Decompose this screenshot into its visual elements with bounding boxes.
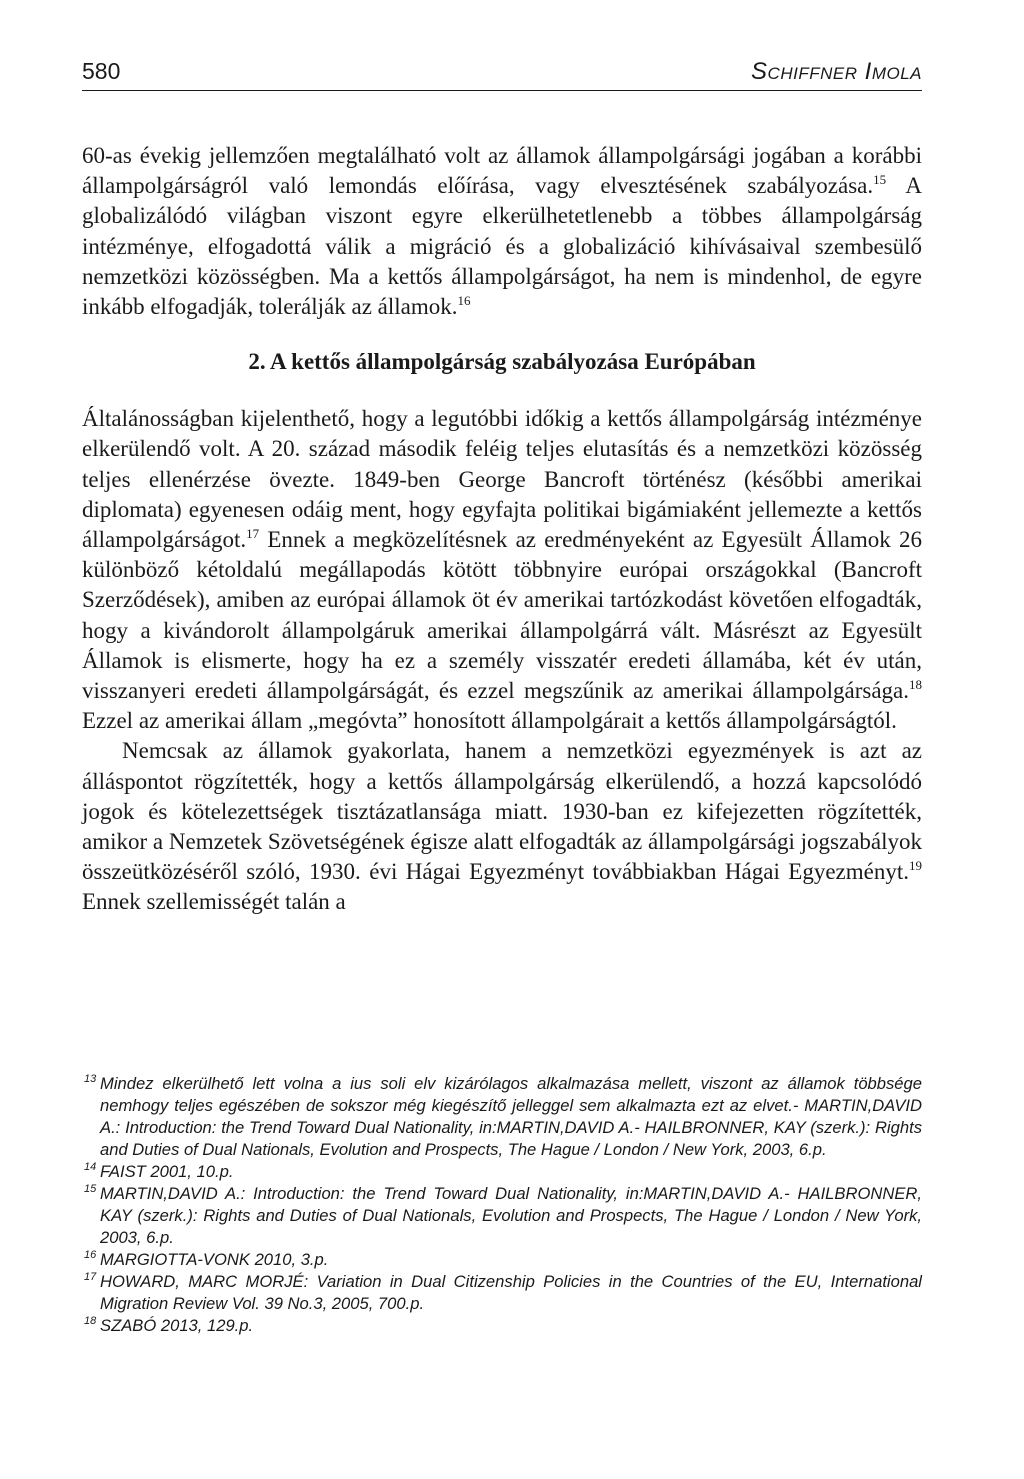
paragraph-text: Ennek szellemisségét talán a [82, 889, 346, 915]
running-head [82, 58, 922, 91]
body-text [82, 141, 922, 918]
footnote-text: MARTIN,DAVID A.: Introduction: the Trend Toward Dual Nationality, in:MARTIN,DAVID A.- HAILBRONNER, KAY (szerk.): Rights and Duties of Dual Nationals, Evolution and Prospects, The Hague / London / New York, 2003, 6.p. [100, 1184, 922, 1247]
footnote-ref[interactable]: 16 [457, 293, 471, 309]
footnote-text: HOWARD, MARC MORJÉ: Variation in Dual Citizenship Policies in the Countries of the EU, International Migration Review Vol. 39 No.3, 2005, 700.p. [100, 1272, 922, 1313]
footnote-number: 15 [84, 1183, 97, 1195]
footnote [82, 1271, 922, 1315]
footnote-number: 13 [84, 1073, 97, 1085]
footnote-number: 18 [84, 1315, 97, 1327]
footnote-text: MARGIOTTA-VONK 2010, 3.p. [100, 1250, 329, 1269]
paragraph-text: Általánosságban kijelenthető, hogy a legutóbbi időkig a kettős állampolgárság intézménye elkerülendő volt. A 20. század második feléig teljes elutasítás és a nemzetközi közösség teljes ellenérzése övezte. 1849-ben George Bancroft történész (későbbi amerikai diplomata) egyenesen odáig ment, hogy egyfajta politikai bigámiaként jellemezte a kettős állampolgárságot. [82, 406, 922, 553]
page-number: 580 [82, 58, 121, 84]
section-heading: 2. A kettős állampolgárság szabályozása Európában [248, 349, 756, 375]
footnote-number: 17 [84, 1271, 97, 1283]
running-head-author: Schiffner Imola [751, 58, 922, 85]
footnotes [82, 1073, 922, 1337]
footnote-text: Mindez elkerülhető lett volna a ius soli elv kizárólagos alkalmazása mellett, viszont az államok többsége nemhogy teljes egészében de sokszor még kiegészítő jelleggel sem alkalmazta ezt az elvet.- MARTIN,DAVID A.: Introduction: the Trend Toward Dual Nationality, in:MARTIN,DAVID A.- HAILBRONNER, KAY (szerk.): Rights and Duties of Dual Nationals, Evolution and Prospects, The Hague / London / New York, 2003, 6.p. [100, 1074, 922, 1159]
footnote-text: SZABÓ 2013, 129.p. [100, 1316, 254, 1335]
footnote [82, 1073, 922, 1161]
footnote-ref[interactable]: 15 [873, 172, 887, 188]
footnote [82, 1161, 922, 1183]
footnote [82, 1249, 922, 1271]
footnote [82, 1315, 922, 1337]
footnote-number: 16 [84, 1249, 97, 1261]
footnote [82, 1183, 922, 1249]
page [82, 58, 922, 918]
paragraph-text: 60-as évekig jellemzően megtalálható volt az államok állampolgársági jogában a korábbi állampolgárságról való lemondás előírása, vagy elvesztésének szabályozása. [82, 143, 922, 199]
footnote-ref[interactable]: 19 [909, 858, 922, 874]
footnote-ref[interactable]: 17 [246, 526, 260, 542]
paragraph [82, 736, 922, 917]
paragraph-text: Ezzel az amerikai állam „megóvta” honosított állampolgárait a kettős állampolgárságtól. [82, 708, 897, 734]
paragraph-text: Nemcsak az államok gyakorlata, hanem a nemzetközi egyezmények is azt az álláspontot rögzítették, hogy a kettős állampolgárság elkerülendő, a hozzá kapcsolódó jogok és kötelezettségek tisztázatlansága miatt. 1930-ban ez kifejezetten rögzítették, amikor a Nemzetek Szövetségének égisze alatt elfogadták az állampolgársági jogszabályok összeütközéséről szóló, 1930. évi Hágai Egyezményt továbbiakban Hágai Egyezményt. [82, 738, 922, 885]
paragraph [82, 404, 922, 736]
paragraph-text: A globalizálódó világban viszont egyre elkerülhetetlenebb a többes állampolgárság intézménye, elfogadottá válik a migráció és a globalizáció kihívásaival szembesülő nemzetközi közösségben. Ma a kettős állampolgárságot, ha nem is mindenhol, de egyre inkább elfogadják, tolerálják az államok. [82, 173, 923, 320]
footnote-ref[interactable]: 18 [909, 677, 922, 693]
paragraph-text: Ennek a megközelítésnek az eredményeként az Egyesült Államok 26 különböző kétoldalú megállapodás kötött többnyire európai országokkal (Bancroft Szerződések), amiben az európai államok öt év amerikai tartózkodást követően elfogadták, hogy a kivándorolt állampolgáruk amerikai állampolgárrá vált. Másrészt az Egyesült Államok is elismerte, hogy ha ez a személy visszatér eredeti államába, két év után, visszanyeri eredeti állampolgárságát, és ezzel megszűnik az amerikai állampolgársága. [82, 527, 922, 704]
footnote-number: 14 [84, 1161, 97, 1173]
paragraph [82, 141, 922, 322]
footnote-text: FAIST 2001, 10.p. [100, 1162, 234, 1181]
